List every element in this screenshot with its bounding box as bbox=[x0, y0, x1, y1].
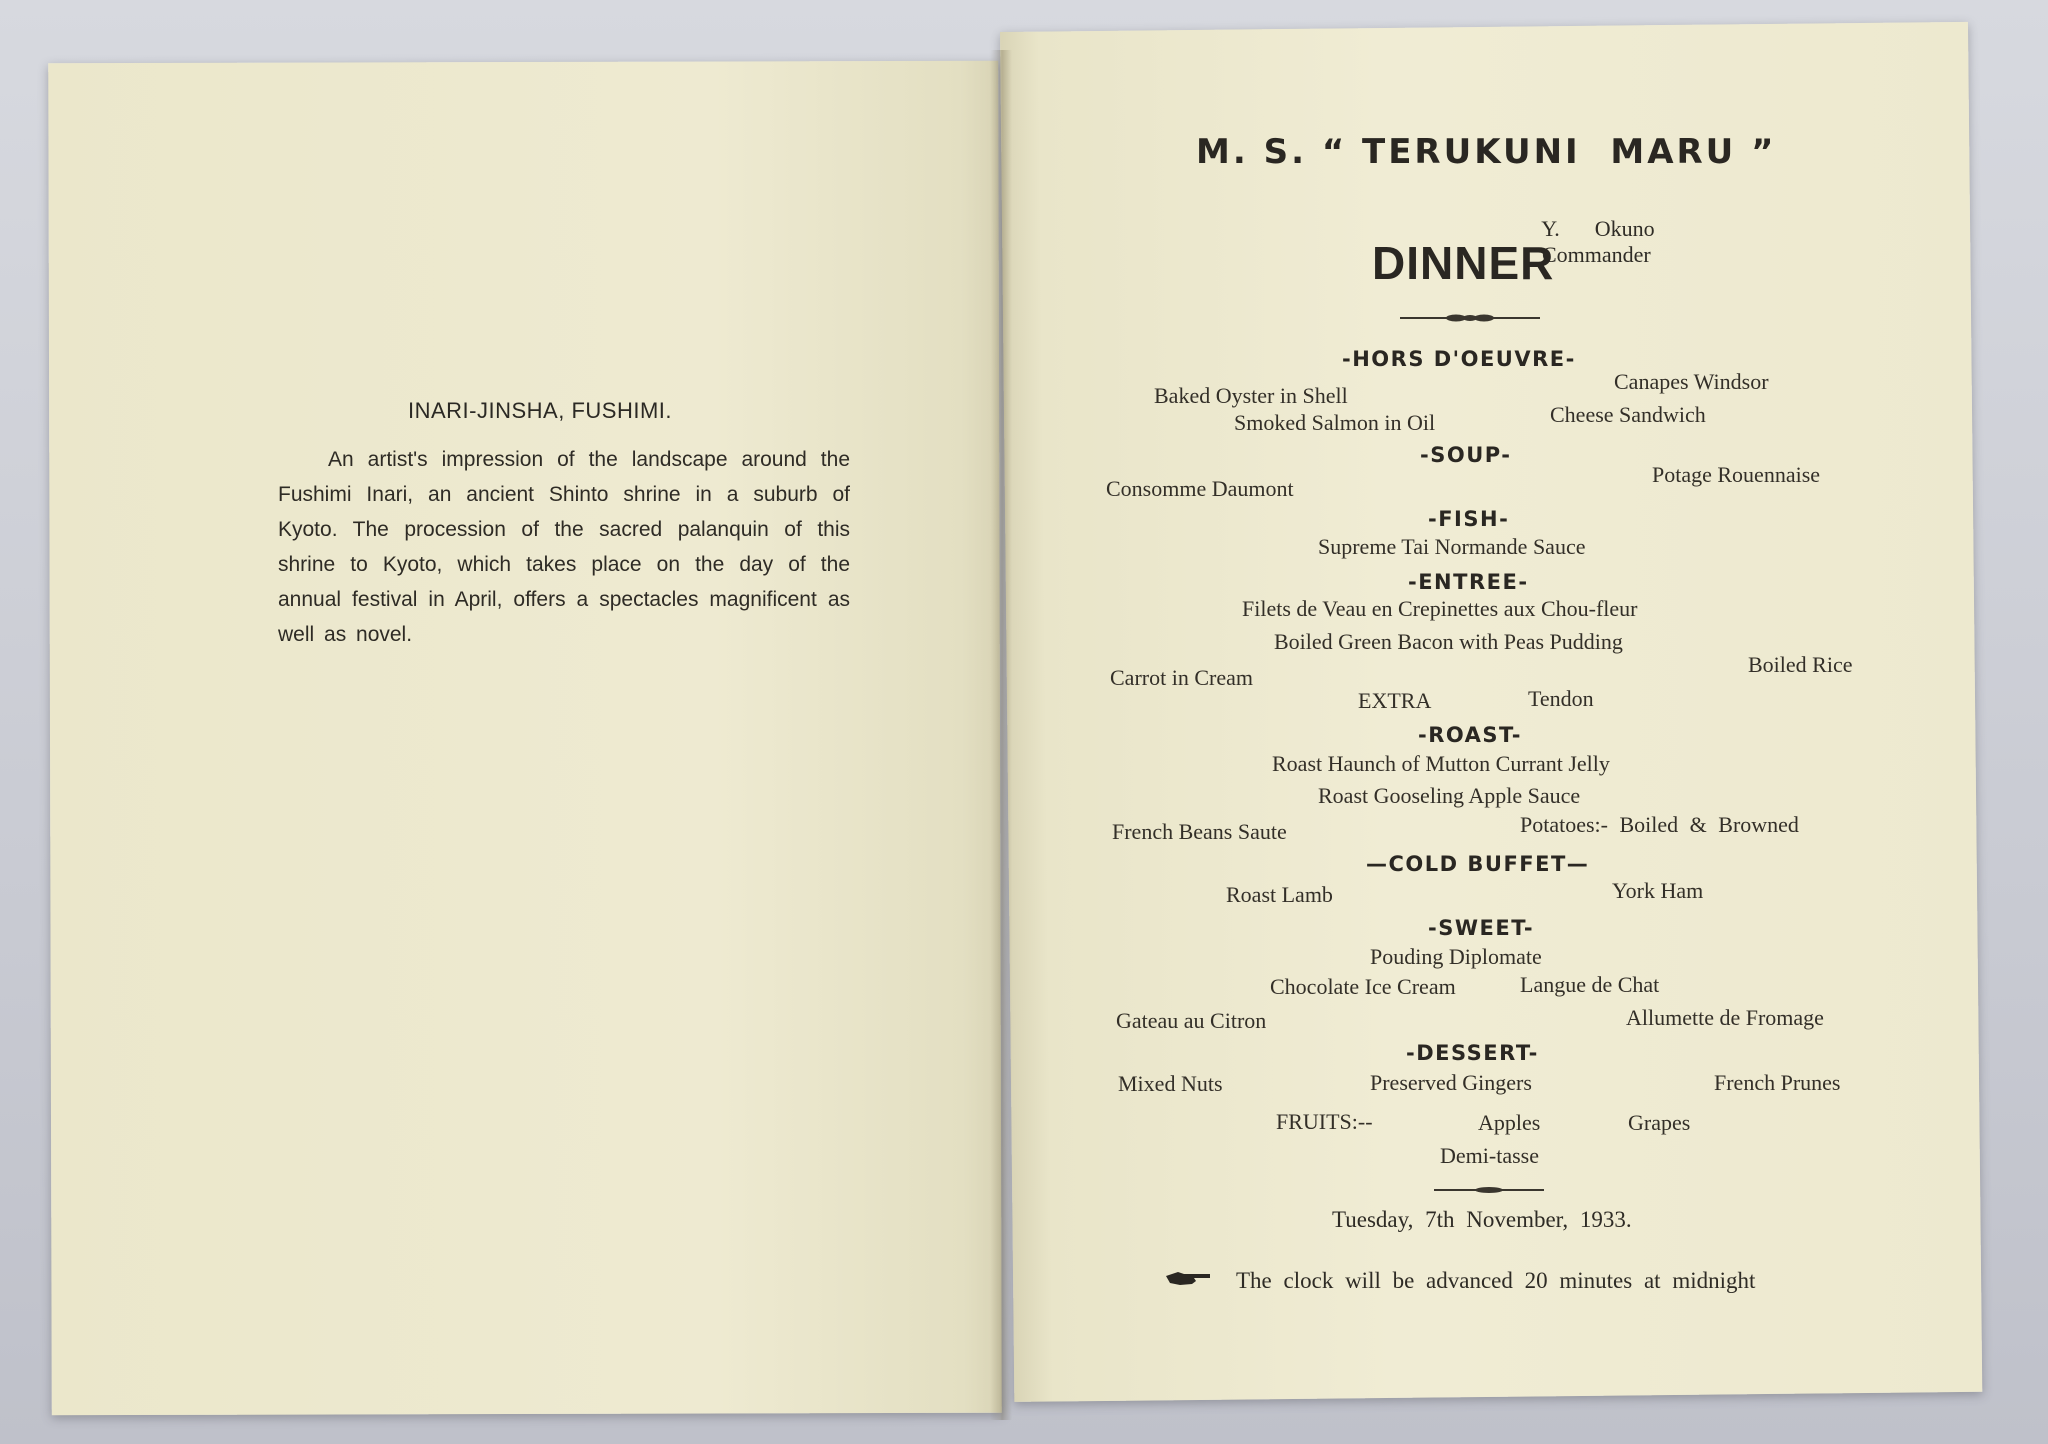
left-page bbox=[48, 61, 1002, 1415]
dish-item: French Beans Saute bbox=[1112, 819, 1287, 844]
section-soup: -SOUP- bbox=[1420, 443, 1512, 467]
dish-item: Apples bbox=[1478, 1110, 1541, 1135]
dish-item: Pouding Diplomate bbox=[1370, 944, 1542, 969]
dish-item: Canapes Windsor bbox=[1614, 369, 1769, 394]
section-dessert: -DESSERT- bbox=[1406, 1041, 1539, 1065]
dish-item: Baked Oyster in Shell bbox=[1154, 383, 1348, 408]
dish-item: York Ham bbox=[1612, 878, 1704, 903]
dish-item: Roast Gooseling Apple Sauce bbox=[1318, 783, 1581, 808]
section-fish: -FISH- bbox=[1428, 507, 1510, 531]
dish-item: Consomme Daumont bbox=[1106, 476, 1294, 501]
commander-name: Y. Okuno bbox=[1541, 216, 1655, 241]
dish-item: Langue de Chat bbox=[1520, 972, 1660, 997]
dish-item: Grapes bbox=[1628, 1110, 1691, 1135]
dish-item: Gateau au Citron bbox=[1116, 1008, 1267, 1033]
dish-item: Demi-tasse bbox=[1440, 1143, 1539, 1168]
dish-item: Potage Rouennaise bbox=[1652, 462, 1821, 487]
dish-item: French Prunes bbox=[1714, 1070, 1841, 1095]
dish-item: Carrot in Cream bbox=[1110, 665, 1253, 690]
extra-label: EXTRA bbox=[1358, 688, 1432, 713]
caption-title: INARI-JINSHA, FUSHIMI. bbox=[408, 398, 673, 423]
commander-title: Commander bbox=[1542, 242, 1651, 267]
ornament-divider-top bbox=[1400, 314, 1540, 322]
section-entree: -ENTREE- bbox=[1408, 570, 1529, 594]
dish-item: Roast Lamb bbox=[1226, 882, 1333, 907]
dish-item: Boiled Rice bbox=[1748, 652, 1853, 677]
dish-item: Filets de Veau en Crepinettes aux Chou-fleur bbox=[1242, 596, 1638, 621]
dish-item: Allumette de Fromage bbox=[1626, 1005, 1824, 1030]
menu-date: Tuesday, 7th November, 1933. bbox=[1332, 1207, 1632, 1232]
dish-item: Boiled Green Bacon with Peas Pudding bbox=[1274, 629, 1623, 654]
section-roast: -ROAST- bbox=[1418, 723, 1523, 747]
dish-item: Preserved Gingers bbox=[1370, 1070, 1532, 1095]
dish-item: Mixed Nuts bbox=[1118, 1071, 1223, 1096]
dish-item: Tendon bbox=[1528, 686, 1594, 711]
dinner-heading: DINNER bbox=[1372, 237, 1555, 289]
section-hors-doeuvre: -HORS D'OEUVRE- bbox=[1342, 347, 1576, 371]
dish-item: Supreme Tai Normande Sauce bbox=[1318, 534, 1586, 559]
dish-item: Chocolate Ice Cream bbox=[1270, 974, 1456, 999]
section-sweet: -SWEET- bbox=[1428, 916, 1535, 940]
dish-item: Smoked Salmon in Oil bbox=[1234, 410, 1436, 435]
dish-item: Cheese Sandwich bbox=[1550, 402, 1706, 427]
section-cold-buffet: —COLD BUFFET— bbox=[1366, 852, 1590, 876]
caption-body: An artist's impression of the landscape around the Fushimi Inari, an ancient Shinto shrine in a suburb of Kyoto. The procession of the sacred palanquin of this shrine to Kyoto, which takes place on the day of the annual festival in April, offers a spectacles magnificent as well as novel. bbox=[278, 448, 850, 646]
book-spine bbox=[990, 50, 1012, 1420]
fruits-label: FRUITS:-- bbox=[1276, 1109, 1373, 1134]
pointing-hand-icon bbox=[1164, 1268, 1214, 1290]
ornament-divider-bottom bbox=[1434, 1186, 1544, 1194]
clock-notice: The clock will be advanced 20 minutes at midnight bbox=[1236, 1268, 1756, 1293]
dish-item: Roast Haunch of Mutton Currant Jelly bbox=[1272, 751, 1610, 776]
dish-item: Potatoes:- Boiled & Browned bbox=[1520, 812, 1799, 837]
ship-name: M. S. “ TERUKUNI MARU ” bbox=[1196, 132, 1777, 172]
